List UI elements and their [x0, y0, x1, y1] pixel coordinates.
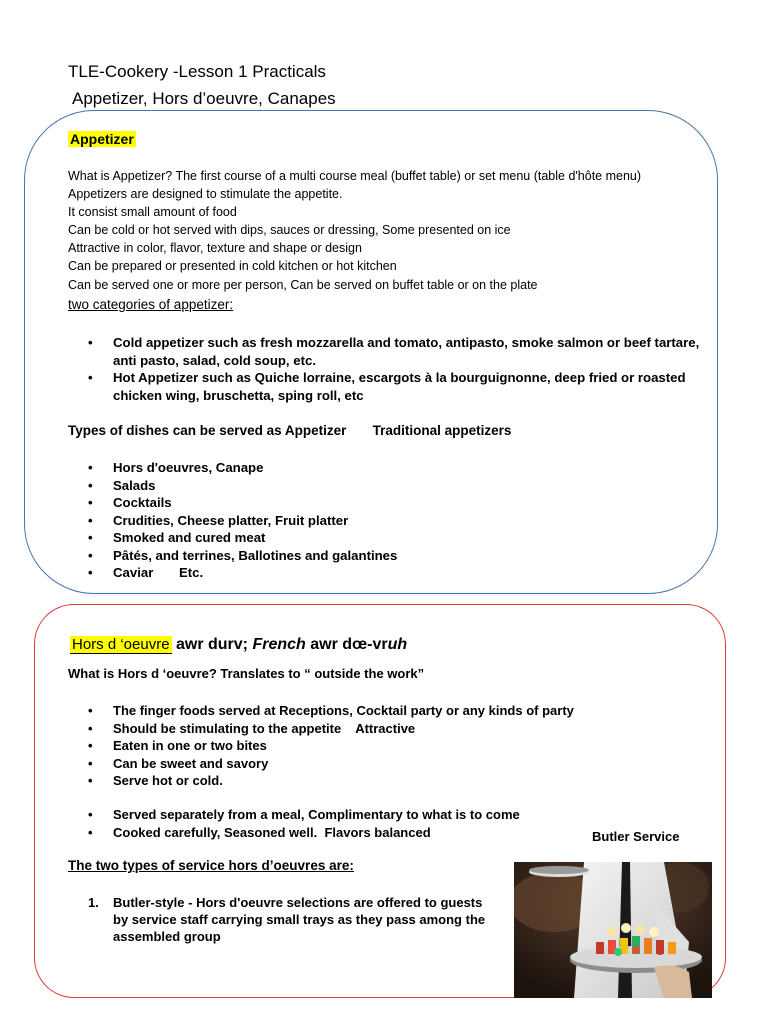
definition-line: Can be prepared or presented in cold kitchen or hot kitchen	[68, 259, 397, 273]
french-pronunciation: awr dœ-vr	[305, 636, 388, 653]
hors-doeuvre-heading	[70, 636, 407, 654]
list-item: • Salads	[88, 477, 397, 495]
list-item	[88, 894, 488, 945]
types-list	[88, 459, 397, 582]
list-item: • Served separately from a meal, Complimentary to what is to come	[88, 806, 520, 824]
hors-points-list-2	[88, 806, 520, 841]
list-item: • Cold appetizer such as fresh mozzarella and tomato, antipasto, smoke salmon or beef tartare, anti pasto, salad, cold soup, etc.	[88, 334, 708, 369]
service-types-heading: The two types of service hors d’oeuvres are:	[68, 858, 354, 873]
definition-line: Can be cold or hot served with dips, sauces or dressing, Some presented on ice	[68, 223, 511, 237]
list-item: • Caviar Etc.	[88, 564, 397, 582]
hors-doeuvre-term: Hors d ‘oeuvre	[72, 636, 170, 653]
list-item: • Eaten in one or two bites	[88, 737, 574, 755]
hors-doeuvre-question: What is Hors d ‘oeuvre? Translates to “ outside the work”	[68, 666, 425, 681]
butler-service-image	[514, 862, 712, 998]
french-pronunciation-stress: uh	[387, 636, 408, 653]
list-item: • Cooked carefully, Seasoned well. Flavors balanced	[88, 824, 520, 842]
list-item: • Smoked and cured meat	[88, 529, 397, 547]
list-item: • Crudities, Cheese platter, Fruit platter	[88, 512, 397, 530]
definition-line: Can be served one or more per person, Can be served on buffet table or on the plate	[68, 278, 538, 292]
list-item: • Cocktails	[88, 494, 397, 512]
categories-heading: two categories of appetizer:	[68, 297, 234, 312]
list-item-text: Butler-style - Hors d'oeuvre selections are offered to guests by service staff carrying small trays as they pass among the assembled group	[113, 895, 486, 944]
lesson-title: TLE-Cookery -Lesson 1 Practicals	[68, 62, 326, 81]
definition-line: It consist small amount of food	[68, 205, 237, 219]
categories-list	[88, 334, 708, 404]
lesson-subtitle: Appetizer, Hors d’oeuvre, Canapes	[72, 89, 336, 108]
list-item: • Hot Appetizer such as Quiche lorraine, escargots à la bourguignonne, deep fried or roasted chicken wing, bruschetta, sping roll, etc	[88, 369, 708, 404]
pronunciation-language: French	[252, 636, 306, 653]
butler-service-photo	[514, 862, 712, 998]
pronunciation: awr durv;	[171, 636, 253, 653]
appetizer-heading: Appetizer	[70, 131, 134, 147]
list-item: • Pâtés, and terrines, Ballotines and galantines	[88, 547, 397, 565]
types-heading: Types of dishes can be served as Appetizer Traditional appetizers	[68, 423, 512, 438]
definition-line: What is Appetizer? The first course of a multi course meal (buffet table) or set menu (table d'hôte menu)	[68, 169, 642, 183]
list-item: • Serve hot or cold.	[88, 772, 574, 790]
list-item: • The finger foods served at Receptions, Cocktail party or any kinds of party	[88, 702, 574, 720]
definition-line: Appetizers are designed to stimulate the appetite.	[68, 187, 343, 201]
hors-points-list	[88, 702, 574, 790]
list-number: 1.	[88, 895, 99, 910]
definition-line: Attractive in color, flavor, texture and shape or design	[68, 241, 362, 255]
list-item: • Should be stimulating to the appetite Attractive	[88, 720, 574, 738]
service-types-list	[88, 894, 488, 945]
list-item: • Hors d'oeuvres, Canape	[88, 459, 397, 477]
photo-caption: Butler Service	[592, 829, 680, 844]
list-item: • Can be sweet and savory	[88, 755, 574, 773]
